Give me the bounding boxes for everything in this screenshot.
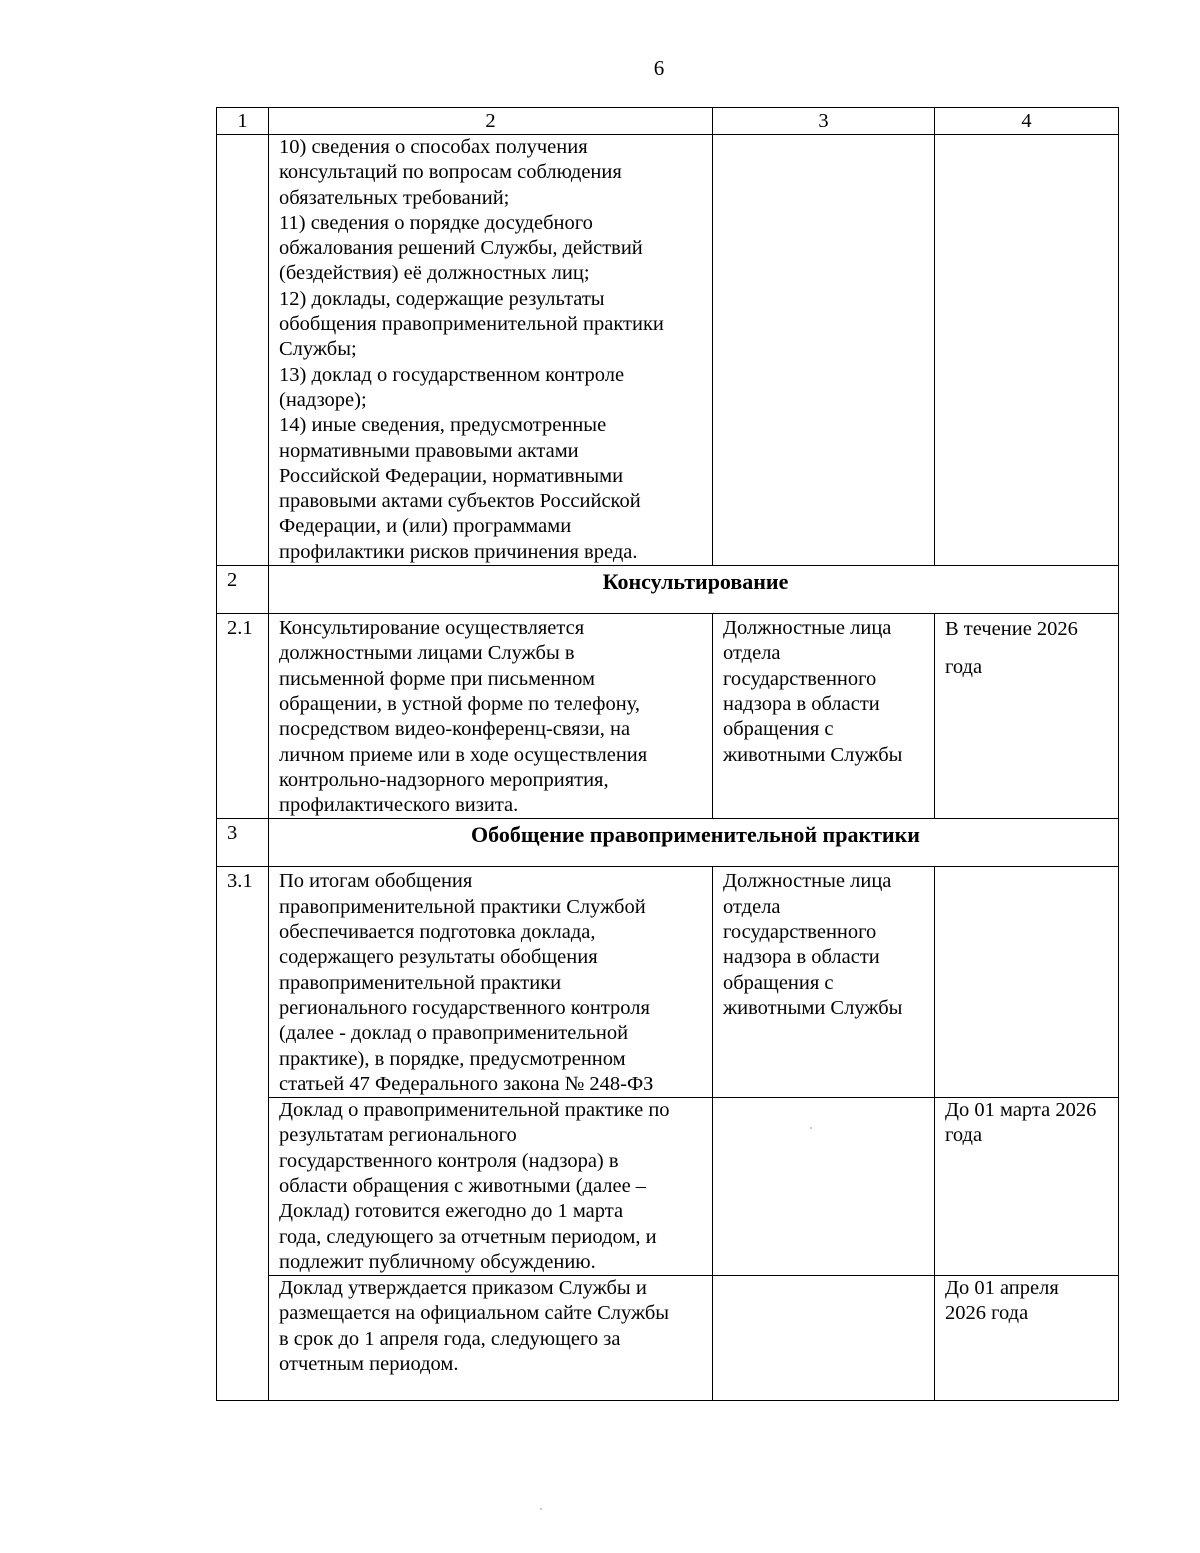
section-number: 2 [217,566,269,614]
row-term [935,135,1119,566]
header-cell-1: 1 [217,108,269,135]
row-term: До 01 апреля 2026 года [935,1276,1119,1401]
row-term-text: В течение 2026 года [945,618,1078,679]
table-row [217,1276,1119,1401]
table-row [217,867,1119,1098]
scan-speck [810,1127,812,1129]
section-number: 3 [217,819,269,867]
row-responsible [713,1098,935,1276]
table-row [217,135,1119,566]
row-number: 3.1 [217,867,269,1098]
scan-speck [540,1508,542,1510]
row-responsible: Должностные лица отдела государственного надзора в области обращения с животными Службы [713,867,935,1098]
table-row [217,1098,1119,1276]
header-cell-2: 2 [269,108,713,135]
table-row [217,614,1119,819]
row-responsible: Должностные лица отдела государственного надзора в области обращения с животными Службы [713,614,935,819]
row-content: Доклад утверждается приказом Службы и размещается на официальном сайте Службы в срок до 1 апреля года, следующего за отчетным периодом. [269,1276,713,1401]
section-row [217,819,1119,867]
section-title: Консультирование [269,566,1119,614]
row-term: До 01 марта 2026 года [935,1098,1119,1276]
section-row [217,566,1119,614]
row-content: По итогам обобщения правоприменительной практики Службой обеспечивается подготовка доклада, содержащего результаты обобщения правоприменительной практики регионального государственного контроля (далее - доклад о правоприменительной практике), в порядке, предусмотренном статьей 47 Федерального закона № 248-ФЗ [269,867,713,1098]
row-term [935,614,1119,819]
row-content: Доклад о правоприменительной практике по результатам регионального государственного контроля (надзора) в области обращения с животными (далее – Доклад) готовится ежегодно до 1 марта года, следующего за отчетным периодом, и подлежит публичному обсуждению. [269,1098,713,1276]
row-responsible [713,1276,935,1401]
page-number: 6 [653,56,665,80]
section-title: Обобщение правоприменительной практики [269,819,1119,867]
row-term [935,867,1119,1098]
header-cell-4: 4 [935,108,1119,135]
header-cell-3: 3 [713,108,935,135]
row-number [217,1098,269,1276]
row-responsible [713,135,935,566]
plan-table [216,107,1119,1401]
row-content: 10) сведения о способах получения консультаций по вопросам соблюдения обязательных требований; 11) сведения о порядке досудебного обжалования решений Службы, действий (бездействия) её должностных лиц; 12) доклады, содержащие результаты обобщения правоприменительной практики Службы; 13) доклад о государственном контроле (надзоре); 14) иные сведения, предусмотренные нормативными правовыми актами Российской Федерации, нормативными правовыми актами субъектов Российской Федерации, и (или) программами профилактики рисков причинения вреда. [269,135,713,566]
row-content: Консультирование осуществляется должностными лицами Службы в письменной форме при письменном обращении, в устной форме по телефону, посредством видео-конференц-связи, на личном приеме или в ходе осуществления контрольно-надзорного мероприятия, профилактического визита. [269,614,713,819]
row-number [217,135,269,566]
row-number [217,1276,269,1401]
table-header-row [217,108,1119,135]
row-number: 2.1 [217,614,269,819]
